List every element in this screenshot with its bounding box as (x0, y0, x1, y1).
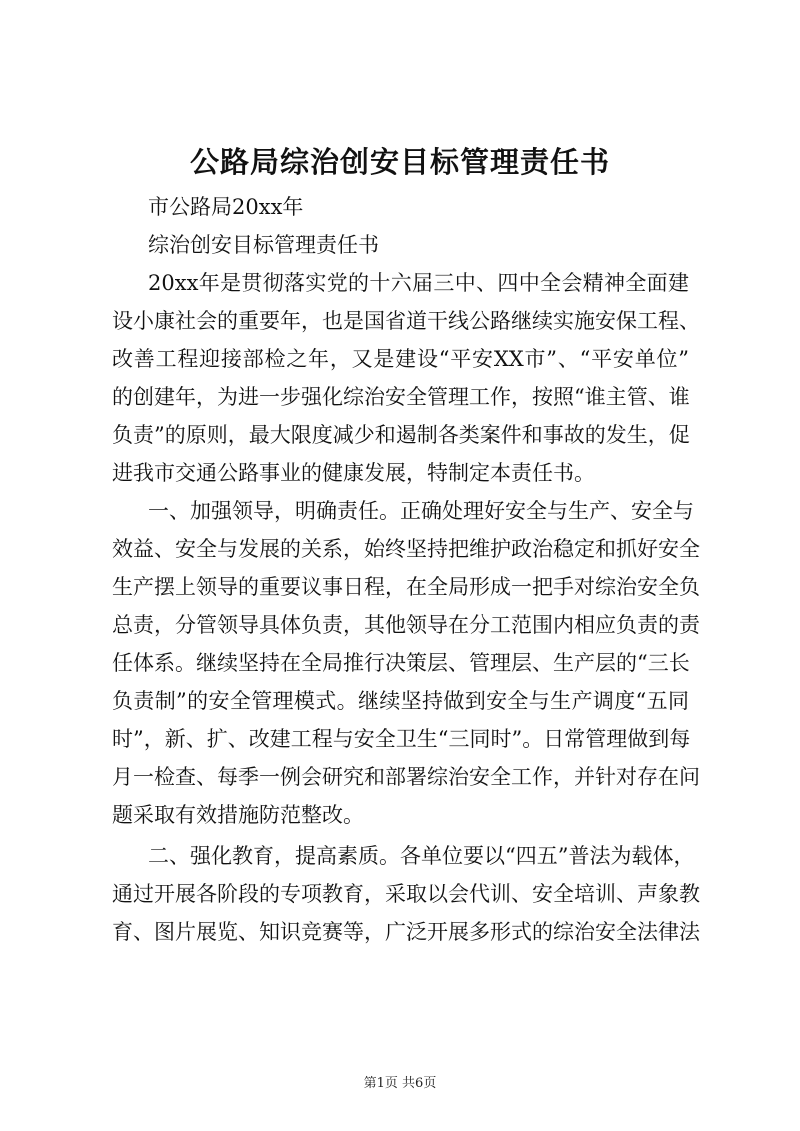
text-line: 的创建年，为进一步强化综治安全管理工作，按照“谁主管、谁 (112, 385, 690, 409)
text-line: 题采取有效措施防范整改。 (112, 803, 364, 827)
text-line: 月一检查、每季一例会研究和部署综治安全工作，并针对存在问 (112, 765, 700, 789)
paragraph-intro (112, 264, 700, 492)
text-line: 二、强化教育，提高素质。各单位要以“四五”普法为载体， (148, 844, 695, 868)
text-line: 负责制”的安全管理模式。继续坚持做到安全与生产调度“五同 (112, 689, 689, 713)
text-line: 任体系。继续坚持在全局推行决策层、管理层、生产层的“三长 (112, 651, 690, 675)
paragraph-section-1 (112, 492, 700, 834)
document-body (112, 188, 700, 951)
text-line: 设小康社会的重要年，也是国省道干线公路继续实施安保工程、 (112, 309, 700, 333)
text-line: 育、图片展览、知识竞赛等，广泛开展多形式的综治安全法律法 (112, 920, 700, 944)
subtitle-line: 市公路局20xx年 (148, 195, 304, 219)
text-line: 总责，分管领导具体负责，其他领导在分工范围内相应负责的责 (112, 613, 700, 637)
text-line: 效益、安全与发展的关系，始终坚持把维护政治稳定和抓好安全 (112, 537, 700, 561)
text-line: 20xx年是贯彻落实党的十六届三中、四中全会精神全面建 (148, 271, 689, 295)
subtitle-line: 综治创安目标管理责任书 (148, 233, 379, 257)
text-line: 负责”的原则，最大限度减少和遏制各类案件和事故的发生，促 (112, 423, 690, 447)
text-line: 进我市交通公路事业的健康发展，特制定本责任书。 (112, 461, 595, 485)
paragraph-section-2 (112, 837, 700, 951)
document-title: 公路局综治创安目标管理责任书 (189, 145, 610, 179)
text-line: 一、加强领导，明确责任。正确处理好安全与生产、安全与 (148, 499, 694, 523)
page-footer: 第1页 共6页 (363, 1076, 437, 1091)
text-line: 时”，新、扩、改建工程与安全卫生“三同时”。日常管理做到每 (112, 727, 691, 751)
text-line: 生产摆上领导的重要议事日程，在全局形成一把手对综治安全负 (112, 575, 700, 599)
text-line: 通过开展各阶段的专项教育，采取以会代训、安全培训、声象教 (112, 882, 700, 906)
text-line: 改善工程迎接部检之年，又是建设“平安XX市”、“平安单位” (112, 347, 689, 371)
